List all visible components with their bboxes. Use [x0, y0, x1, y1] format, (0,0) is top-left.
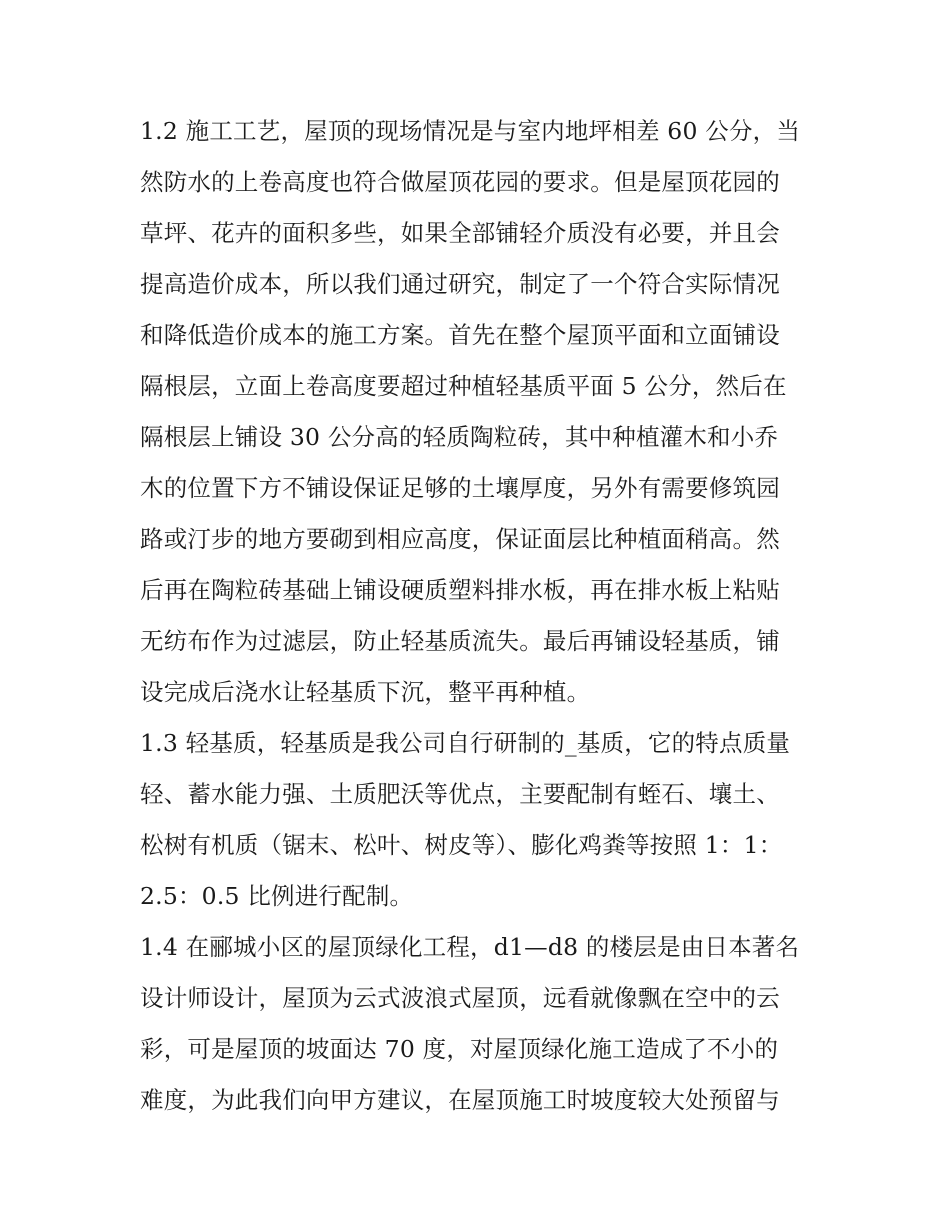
text-line: 后再在陶粒砖基础上铺设硬质塑料排水板，再在排水板上粘贴	[140, 576, 780, 604]
text-line: 轻、蓄水能力强、土质肥沃等优点，主要配制有蛭石、壤土、	[140, 780, 780, 808]
text-line: 设完成后浇水让轻基质下沉，整平再种植。	[140, 678, 591, 706]
text-line: 路或汀步的地方要砌到相应高度，保证面层比种植面稍高。然	[140, 525, 780, 553]
text-line: 然防水的上卷高度也符合做屋顶花园的要求。但是屋顶花园的	[140, 168, 780, 196]
text-line: 1.2 施工工艺，屋顶的现场情况是与室内地坪相差 60 公分，当	[140, 117, 801, 145]
text-line: 设计师设计，屋顶为云式波浪式屋顶，远看就像飘在空中的云	[140, 984, 780, 1012]
text-line: 木的位置下方不铺设保证足够的土壤厚度，另外有需要修筑园	[140, 474, 780, 502]
text-line: 和降低造价成本的施工方案。首先在整个屋顶平面和立面铺设	[140, 321, 780, 349]
text-line: 松树有机质（锯末、松叶、树皮等）、膨化鸡粪等按照 1：1：	[140, 831, 783, 859]
text-line: 1.4 在郦城小区的屋顶绿化工程，d1—d8 的楼层是由日本著名	[140, 933, 800, 961]
text-line: 2.5：0.5 比例进行配制。	[140, 882, 414, 910]
text-line: 彩，可是屋顶的坡面达 70 度，对屋顶绿化施工造成了不小的	[140, 1035, 779, 1063]
body-text	[140, 106, 830, 1126]
text-line: 提高造价成本，所以我们通过研究，制定了一个符合实际情况	[140, 270, 780, 298]
text-line: 草坪、花卉的面积多些，如果全部铺轻介质没有必要，并且会	[140, 219, 780, 247]
text-line: 1.3 轻基质，轻基质是我公司自行研制的_基质，它的特点质量	[140, 729, 791, 757]
text-line: 无纺布作为过滤层，防止轻基质流失。最后再铺设轻基质，铺	[140, 627, 780, 655]
text-line: 难度，为此我们向甲方建议，在屋顶施工时坡度较大处预留与	[140, 1086, 780, 1114]
text-line: 隔根层，立面上卷高度要超过种植轻基质平面 5 公分，然后在	[140, 372, 787, 400]
text-line: 隔根层上铺设 30 公分高的轻质陶粒砖，其中种植灌木和小乔	[140, 423, 779, 451]
